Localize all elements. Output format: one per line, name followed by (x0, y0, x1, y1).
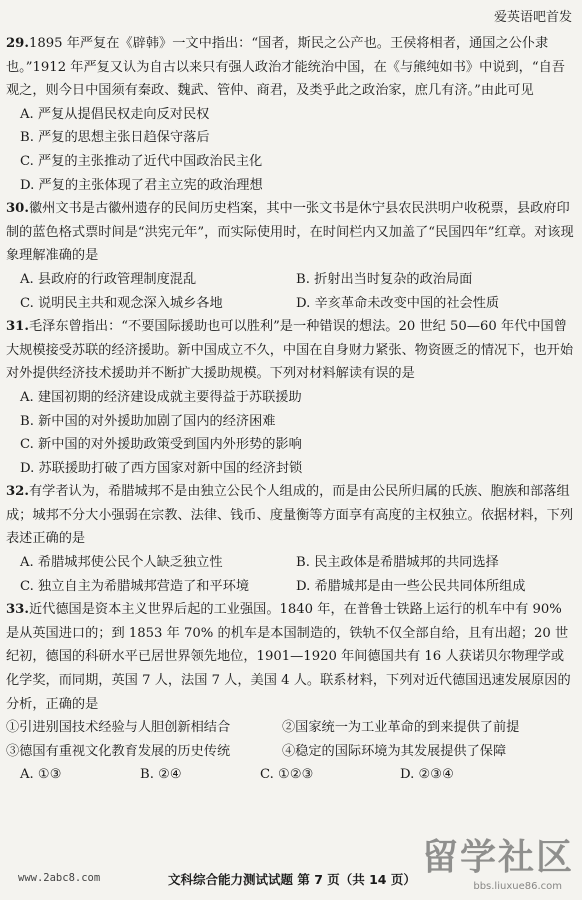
question-number: 32. (6, 484, 29, 500)
question-number: 33. (6, 602, 29, 618)
option: B. 折射出当时复杂的政治局面 (296, 271, 473, 287)
question-29 (6, 32, 574, 197)
statement: ③德国有重视文化教育发展的历史传统 (6, 743, 231, 759)
question-32 (6, 480, 574, 598)
statement: ①引进别国技术经验与人胆创新相结合 (6, 720, 231, 736)
option: B. 民主政体是希腊城邦的共同选择 (296, 555, 499, 571)
options-grid (6, 268, 574, 315)
option: B. 严复的思想主张日趋保守落后 (20, 130, 210, 146)
question-number: 29. (6, 36, 29, 51)
option: C. 独立自主为希腊城邦营造了和平环境 (20, 578, 250, 594)
statement: ②国家统一为工业革命的到来提供了前提 (282, 720, 520, 736)
stem-text: 徽州文书是古徽州遗存的民间历史档案，其中一张文书是休宁县农民洪明户收税票，县政府印制的蓝色格式票时间是“洪宪元年”，而实际使用时，在时间栏内又加盖了“民国四年”红章。对该现象理解准确的是 (6, 201, 574, 264)
option: A. 希腊城邦使公民个人缺乏独立性 (20, 555, 223, 571)
option: B. 新中国的对外援助加剧了国内的经济困难 (20, 413, 276, 429)
stem-text: 1895 年严复在《辟韩》一文中指出：“国者，斯民之公产也。王侯将相者，通国之公仆隶也。”1912 年严复又认为自古以来只有强人政治才能统治中国，在《与熊纯如书》中说到，“自吾观之，则今日中国须有秦政、魏武、管仲、商君，及类乎此之政治家，庶几有济。”由此可见 (6, 36, 565, 99)
question-number: 31. (6, 319, 29, 335)
stem-text: 有学者认为，希腊城邦不是由独立公民个人组成的，而是由公民所归属的氏族、胞族和部落组成；城邦不分大小强弱在宗教、法律、钱币、度量衡等方面享有高度的主权独立。依据材料，下列表述正确的是 (6, 484, 574, 547)
option: C. 新中国的对外援助政策受到国内外形势的影响 (20, 437, 302, 453)
option: D. 希腊城邦是由一些公民共同体所组成 (296, 578, 526, 594)
option: C. 说明民主共和观念深入城乡各地 (20, 295, 223, 311)
question-number: 30. (6, 201, 29, 217)
option: B. ②④ (140, 767, 182, 783)
options-row (6, 763, 574, 787)
question-33 (6, 598, 574, 787)
option: A. 严复从提倡民权走向反对民权 (20, 106, 210, 122)
options-grid (6, 551, 574, 598)
question-stem (6, 32, 574, 103)
question-stem (6, 197, 574, 268)
option: D. 苏联援助打破了西方国家对新中国的经济封锁 (20, 460, 303, 476)
stem-text: 近代德国是资本主义世界后起的工业强国。1840 年，在普鲁士铁路上运行的机车中有 90% 是从英国进口的；到 1853 年 70% 的机车是本国制造的，铁轨不仅全部自给，且有出超；20 世纪初，德国的科研水平已居世界领先地位，1901—1920 年间德国共有 16 人获诺贝尔物理学或化学奖，而同期，英国 7 人，法国 7 人，美国 4 人。联系材料，下列对近代德国迅速发展原因的分析，正确的是 (6, 602, 571, 712)
statement: ④稳定的国际环境为其发展提供了保障 (282, 743, 507, 759)
option: A. ①③ (20, 767, 62, 783)
exam-page (6, 32, 574, 787)
option: C. ①②③ (260, 767, 314, 783)
option: D. 严复的主张体现了君主立宪的政治理想 (20, 177, 263, 193)
header-watermark: 爱英语吧首发 (493, 10, 572, 25)
footer-site: www.2abc8.com (18, 872, 101, 884)
question-stem (6, 598, 574, 716)
option: D. ②③④ (400, 767, 454, 783)
option: A. 建国初期的经济建设成就主要得益于苏联援助 (20, 389, 302, 405)
footer-title: 文科综合能力测试试题 第 7 页（共 14 页） (168, 872, 416, 887)
statements-grid (6, 716, 574, 763)
question-stem (6, 315, 574, 386)
stem-text: 毛泽东曾指出：“不要国际援助也可以胜利”是一种错误的想法。20 世纪 50—60 年代中国曾大规模接受苏联的经济援助。新中国成立不久，中国在自身财力紧张、物资匮乏的情况下，也开始对外提供经济技术援助并不断扩大援助规模。下列对材料解读有误的是 (6, 319, 574, 382)
question-31 (6, 315, 574, 480)
question-stem (6, 480, 574, 551)
option: A. 县政府的行政管理制度混乱 (20, 271, 197, 287)
option: D. 辛亥革命未改变中国的社会性质 (296, 295, 500, 311)
corner-logo-url: bbs.liuxue86.com (473, 881, 562, 892)
question-30 (6, 197, 574, 315)
corner-logo: 留学社区 (421, 837, 574, 878)
option: C. 严复的主张推动了近代中国政治民主化 (20, 153, 263, 169)
